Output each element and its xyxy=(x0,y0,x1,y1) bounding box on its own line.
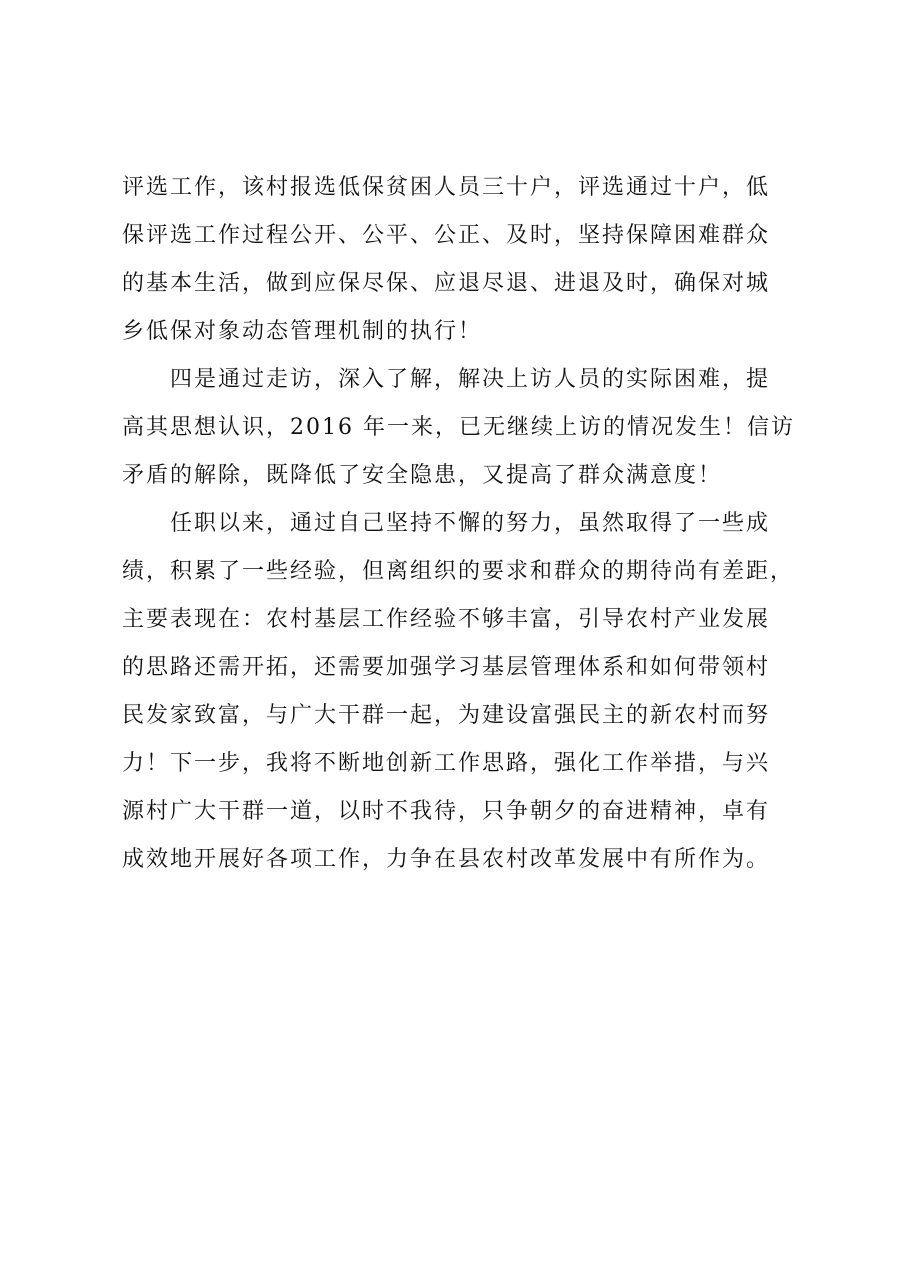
document-body xyxy=(122,164,802,932)
text-line: 绩，积累了一些经验，但离组织的要求和群众的期待尚有差距， xyxy=(122,559,795,584)
text-line: 矛盾的解除，既降低了安全隐患，又提高了群众满意度！ xyxy=(122,463,723,488)
text-line xyxy=(122,884,802,932)
text-line: 高其思想认识，2016 年一来，已无继续上访的情况发生！信访 xyxy=(122,415,795,440)
text-line: 评选工作，该村报选低保贫困人员三十户，评选通过十户，低 xyxy=(122,175,771,200)
paragraph-first-line: 四是通过走访，深入了解，解决上访人员的实际困难，提 xyxy=(170,367,771,392)
text-line: 成效地开展好各项工作，力争在县农村改革发展中有所作为。 xyxy=(122,847,771,872)
text-line: 民发家致富，与广大干群一起，为建设富强民主的新农村而努 xyxy=(122,703,771,728)
text-line: 主要表现在：农村基层工作经验不够丰富，引导农村产业发展 xyxy=(122,607,771,632)
text-line: 力！下一步，我将不断地创新工作思路，强化工作举措，与兴 xyxy=(122,751,771,776)
paragraph-first-line: 任职以来，通过自己坚持不懈的努力，虽然取得了一些成 xyxy=(170,511,771,536)
text-line: 乡低保对象动态管理机制的执行！ xyxy=(122,319,483,344)
text-line: 的基本生活，做到应保尽保、应退尽退、进退及时，确保对城 xyxy=(122,271,771,296)
text-line: 保评选工作过程公开、公平、公正、及时，坚持保障困难群众 xyxy=(122,223,771,248)
text-line: 源村广大干群一道，以时不我待，只争朝夕的奋进精神，卓有 xyxy=(122,799,771,824)
text-line: 的思路还需开拓，还需要加强学习基层管理体系和如何带领村 xyxy=(122,655,771,680)
